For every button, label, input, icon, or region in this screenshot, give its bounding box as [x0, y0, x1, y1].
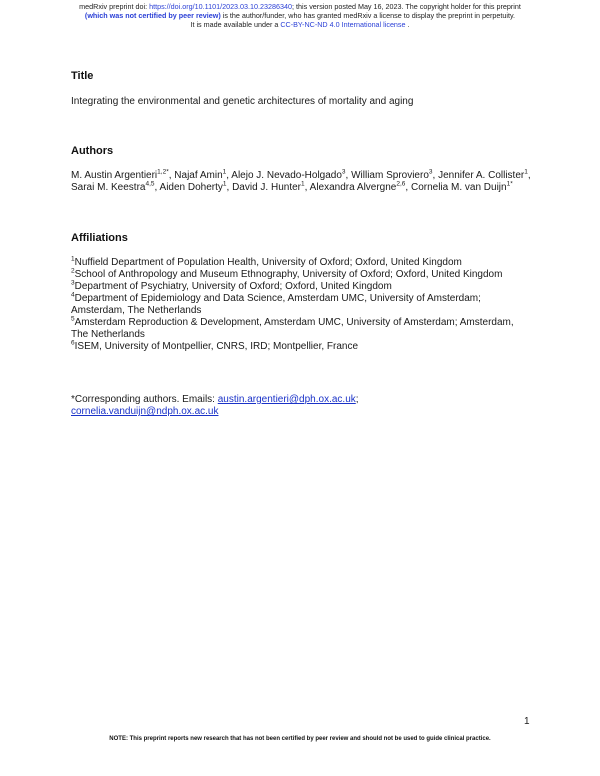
- affiliation-item: $^2$School of Anthropology and Museum Ethnography, University of Oxford; Oxford, United Kingdom: [71, 267, 503, 280]
- title-heading: Title: [71, 70, 94, 82]
- peer-review-note: NOTE: This preprint reports new research that has not been certified by peer review and should not be used to guide clinical practice.: [109, 736, 491, 742]
- preprint-header-line-2: (which was not certified by peer review) is the author/funder, who has granted medRxiv a license to display the preprint in perpetuity.: [84, 11, 516, 20]
- affiliation-item: $^5$Amsterdam Reproduction & Development, Amsterdam UMC, University of Amsterdam; Amsterdam, The Netherlands: [71, 315, 514, 340]
- email-link-argentieri[interactable]: austin.argentieri@dph.ox.ac.uk: [217, 394, 356, 405]
- paper-title: Integrating the environmental and genetic architectures of mortality and aging: [71, 96, 414, 107]
- email-link-vanduijn[interactable]: cornelia.vanduijn@ndph.ox.ac.uk: [71, 406, 219, 417]
- preprint-header-line-3: It is made available under a CC-BY-NC-ND 4.0 International license .: [190, 20, 410, 29]
- affiliation-item: $^4$Department of Epidemiology and Data Science, Amsterdam UMC, University of Amsterdam; Amsterdam, The Netherlands: [71, 291, 481, 316]
- license-link[interactable]: CC-BY-NC-ND 4.0 International license: [280, 20, 406, 29]
- authors-heading: Authors: [71, 145, 114, 157]
- affiliations-list: [71, 257, 531, 353]
- affiliations-heading: Affiliations: [71, 232, 128, 244]
- affiliation-item: $^3$Department of Psychiatry, University of Oxford; Oxford, United Kingdom: [71, 279, 392, 292]
- page-number: 1: [524, 716, 530, 727]
- doi-link[interactable]: https://doi.org/10.1101/2023.03.10.23286340: [149, 2, 293, 11]
- author-list: M. Austin Argentieri$^{1,2*}$, Najaf Amin$^1$, Alejo J. Nevado-Holgado$^3$, William Sproviero$^3$, Jennifer A. Collister$^1$, Sarai M. Keestra$^{4,5}$, Aiden Doherty$^1$, David J. Hunter$^1$, Alexandra Alvergne$^{2,6}$, Cornelia M. van Duijn$^{1*}$: [71, 168, 531, 193]
- affiliation-item: $^6$ISEM, University of Montpellier, CNRS, IRD; Montpellier, France: [71, 339, 359, 352]
- preprint-header-line-1: medRxiv preprint doi: https://doi.org/10.1101/2023.03.10.23286340; this version posted May 16, 2023. The copyright holder for this preprint: [79, 2, 521, 11]
- not-certified-notice: (which was not certified by peer review): [84, 11, 221, 20]
- affiliation-item: $^1$Nuffield Department of Population Health, University of Oxford; Oxford, United Kingdom: [71, 255, 462, 268]
- corresponding-authors: *Corresponding authors. Emails: austin.argentieri@dph.ox.ac.uk; cornelia.vanduijn@ndph.ox.ac.uk: [71, 394, 359, 417]
